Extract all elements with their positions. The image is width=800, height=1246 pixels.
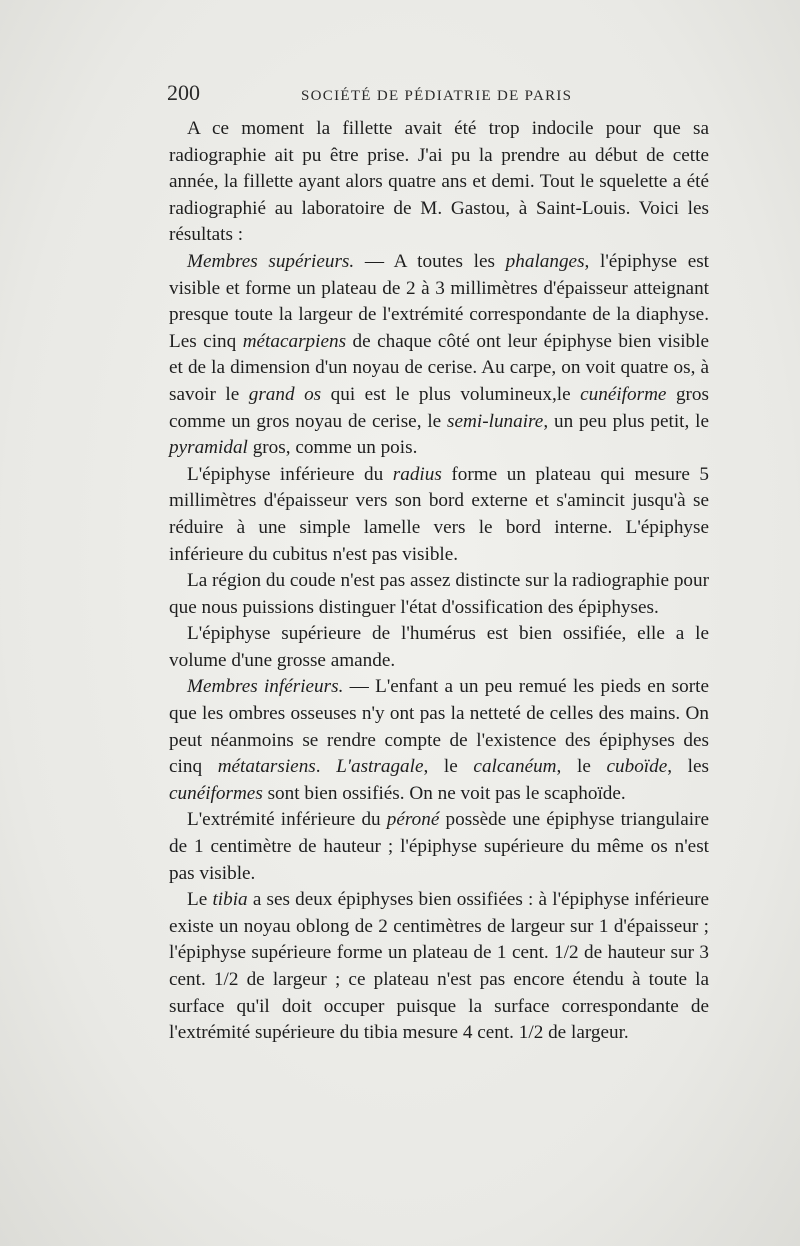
term-grand-os: grand os (248, 383, 322, 405)
paragraph-perone: L'extrémité inférieure du péroné possède une épiphyse triangulaire de 1 centimètre de hauteur ; l'épiphyse supérieure du même os n'est pas visible. (169, 809, 710, 884)
body-text (169, 116, 709, 1047)
section-lead: Membres inférieurs. (187, 676, 344, 698)
term-cuboide: cuboïde (606, 756, 668, 778)
paragraph-coude: La région du coude n'est pas assez distincte sur la radiographie pour que nous puissions distinguer l'état d'ossification des épiphyses. (169, 570, 709, 618)
page-number: 200 (167, 80, 200, 105)
term-pyramidal: pyramidal (169, 437, 248, 459)
paragraph-humerus: L'épiphyse supérieure de l'humérus est bien ossifiée, elle a le volume d'une grosse amande. (169, 623, 709, 671)
term-radius: radius (392, 463, 442, 485)
term-cuneiformes: cunéiformes (169, 782, 263, 804)
term-perone: péroné (386, 809, 440, 831)
paragraph-membres-superieurs: Membres supérieurs. — A toutes les phalanges, l'épiphyse est visible et forme un plateau de 2 à 3 millimètres d'épaisseur atteignant presque toute la largeur de l'extrémité correspondante de la diaphyse. Les cinq métacarpiens de chaque côté ont leur épiphyse bien visible et de la dimension d'un noyau de cerise. Au carpe, on voit quatre os, à savoir le grand os qui est le plus volumineux,le cunéiforme gros comme un gros noyau de cerise, le semi-lunaire, un peu plus petit, le pyramidal gros, comme un pois. (169, 250, 710, 459)
term-astragale: L'astragale (336, 756, 424, 778)
term-phalanges: phalanges (505, 250, 585, 272)
term-metatarsiens: métatarsiens (217, 756, 316, 778)
section-lead: Membres supérieurs. (187, 250, 355, 272)
term-metacarpiens: métacarpiens (242, 330, 347, 352)
paragraph-intro: A ce moment la fillette avait été trop indocile pour que sa radiographie ait pu être prise. J'ai pu la prendre au début de cette année, la fillette ayant alors quatre ans et demi. Tout le squelette a été radiographié au laboratoire de M. Gastou, à Saint-Louis. Voici les résultats : (169, 118, 709, 246)
term-tibia: tibia (212, 889, 248, 911)
term-calcaneum: calcanéum (473, 756, 557, 778)
running-head: SOCIÉTÉ DE PÉDIATRIE DE PARIS (301, 88, 573, 104)
term-semi-lunaire: semi-lunaire (447, 410, 544, 432)
paragraph-radius: L'épiphyse inférieure du radius forme un plateau qui mesure 5 millimètres d'épaisseur vers son bord externe et s'amincit jusqu'à se réduire à une simple lamelle vers le bord interne. L'épiphyse inférieure du cubitus n'est pas visible. (169, 463, 710, 565)
paragraph-membres-inferieurs: Membres inférieurs. — L'enfant a un peu remué les pieds en sorte que les ombres osseuses n'y ont pas la netteté de celles des mains. On peut néanmoins se rendre compte de l'existence des épiphyses des cinq métatarsiens. L'astragale, le calcanéum, le cuboïde, les cunéiformes sont bien ossifiés. On ne voit pas le scaphoïde. (169, 676, 709, 804)
term-cuneiforme: cunéiforme (580, 383, 667, 405)
paragraph-tibia: Le tibia a ses deux épiphyses bien ossifiées : à l'épiphyse inférieure existe un noyau oblong de 2 centimètres de largeur sur 1 d'épaisseur ; l'épiphyse supérieure forme un plateau de 1 cent. 1/2 de hauteur sur 3 cent. 1/2 de largeur ; ce plateau n'est pas encore étendu à toute la surface qu'il doit occuper puisque la surface correspondante de l'extrémité supérieure du tibia mesure 4 cent. 1/2 de largeur. (169, 889, 709, 1044)
